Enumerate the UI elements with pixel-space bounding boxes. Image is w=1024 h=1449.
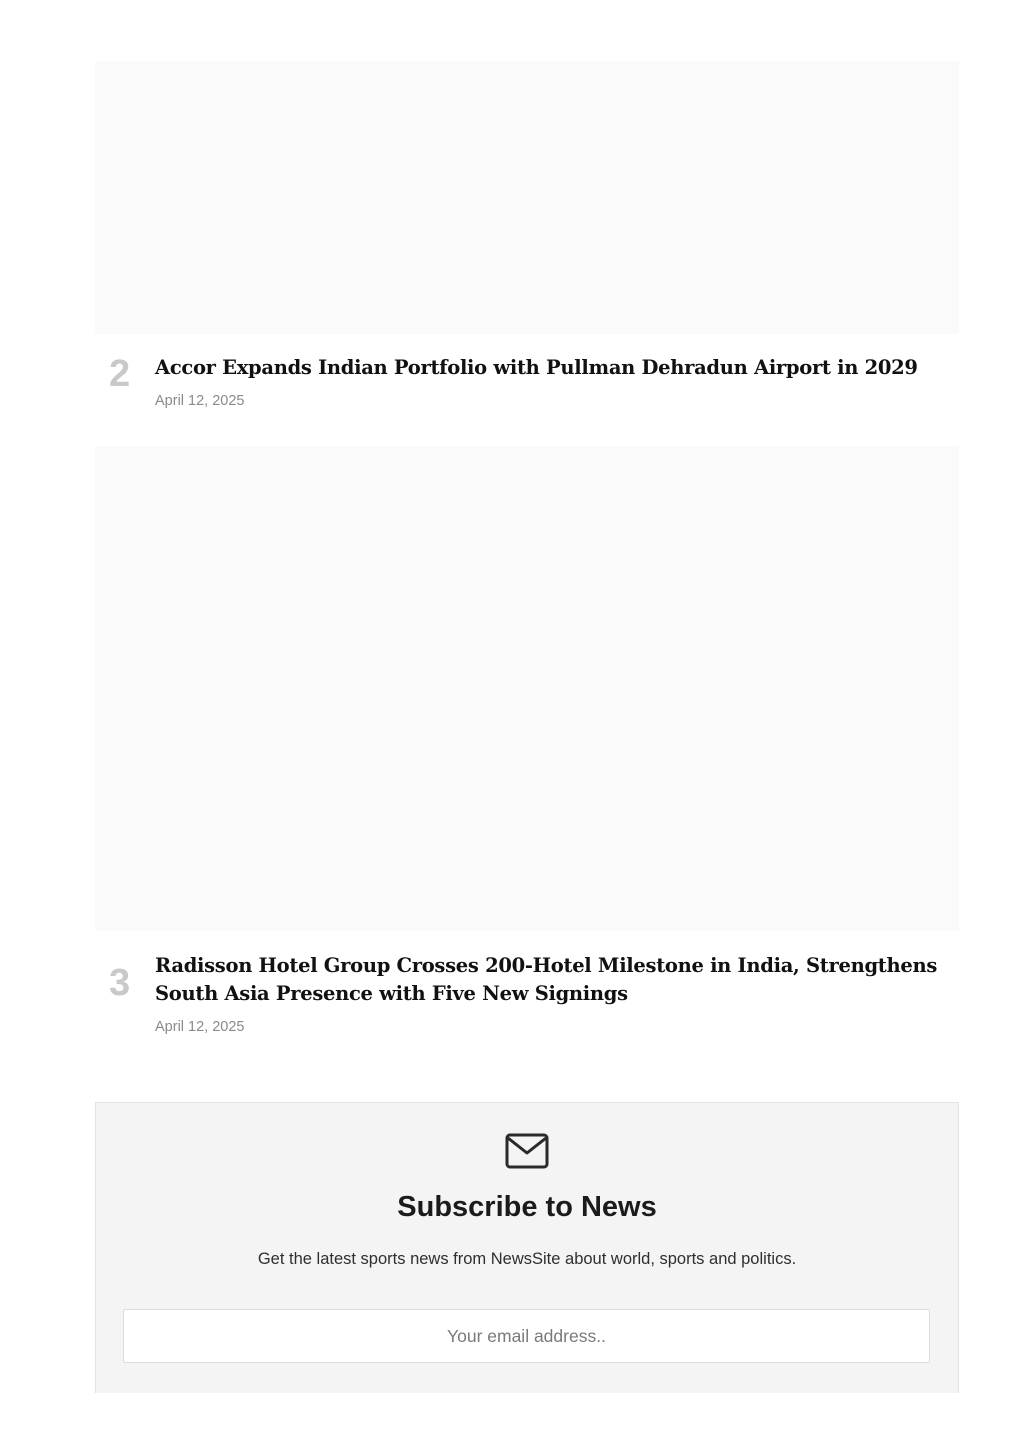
post-date: April 12, 2025 [155,1019,245,1035]
newsletter-title: Subscribe to News [397,1191,657,1223]
post-thumbnail[interactable] [95,61,959,334]
post-title-link[interactable]: Radisson Hotel Group Crosses 200-Hotel Milestone in India, Strengthens South Asia Presence with Five New Signings [155,954,938,1005]
post-body [95,354,959,409]
post-rank: 3 [109,962,131,1004]
post-body [95,952,959,1035]
list-item [95,446,959,1035]
newsletter-description: Get the latest sports news from NewsSite about world, sports and politics. [257,1250,797,1268]
post-list [95,61,959,1035]
post-date: April 12, 2025 [155,393,245,409]
post-title-link[interactable]: Accor Expands Indian Portfolio with Pullman Dehradun Airport in 2029 [155,356,918,379]
newsletter-widget [95,1102,959,1393]
envelope-icon [505,1133,549,1169]
email-field[interactable] [123,1309,930,1363]
list-item [95,61,959,409]
post-rank: 2 [109,353,131,395]
post-thumbnail[interactable] [95,446,959,931]
